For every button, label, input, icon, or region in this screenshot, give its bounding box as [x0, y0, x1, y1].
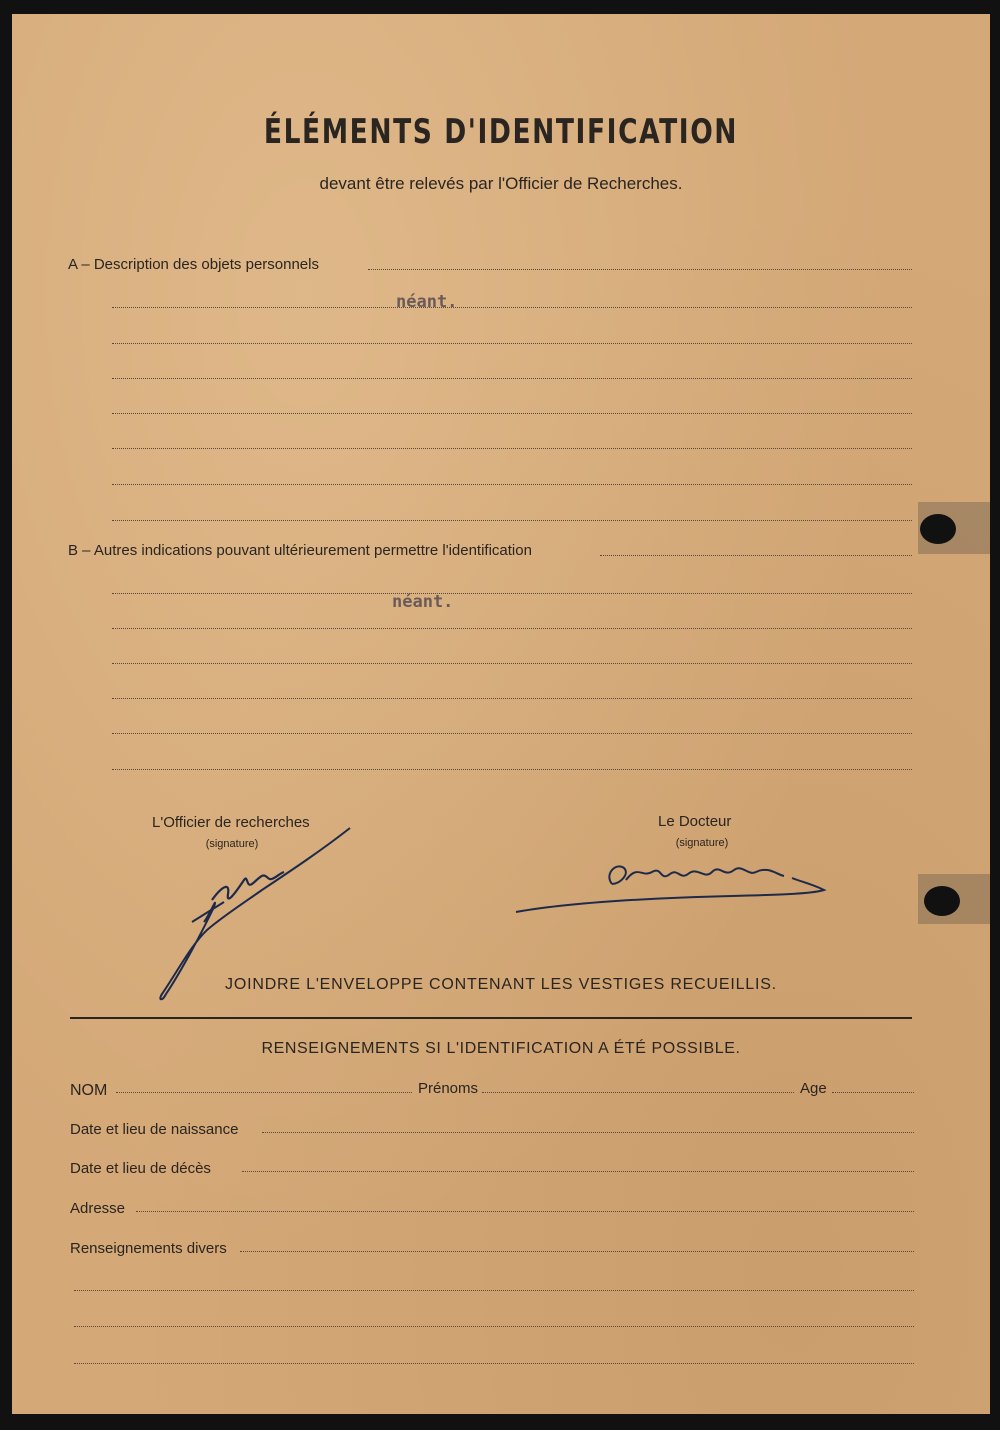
section-a-line [112, 343, 912, 344]
envelope-instruction: JOINDRE L'ENVELOPPE CONTENANT LES VESTIGES RECUEILLIS. [225, 976, 777, 993]
form-title: ÉLÉMENTS D'IDENTIFICATION [263, 112, 739, 152]
identification-heading: RENSEIGNEMENTS SI L'IDENTIFICATION A ÉTÉ POSSIBLE. [261, 1040, 741, 1057]
doctor-signature [512, 854, 832, 919]
prenoms-field[interactable] [482, 1092, 794, 1093]
deces-field[interactable] [242, 1171, 914, 1172]
nom-field[interactable] [116, 1092, 412, 1093]
divers-field[interactable] [240, 1251, 914, 1252]
section-b-line [112, 769, 912, 770]
section-a-line [112, 307, 912, 308]
naissance-label: Date et lieu de naissance [70, 1121, 239, 1138]
adresse-field[interactable] [136, 1211, 914, 1212]
age-label: Age [800, 1080, 827, 1097]
binder-hole-bottom [924, 886, 960, 916]
section-a-line [112, 448, 912, 449]
section-a-line [112, 484, 912, 485]
naissance-field[interactable] [262, 1132, 914, 1133]
divers-line[interactable] [74, 1290, 914, 1291]
section-b-line [112, 733, 912, 734]
adresse-label: Adresse [70, 1200, 126, 1217]
section-b-typed-value: néant. [392, 592, 454, 612]
nom-label: NOM [70, 1082, 108, 1099]
form-subtitle: devant être relevés par l'Officier de Recherches. [319, 174, 683, 193]
doctor-signature-caption: (signature) [675, 837, 729, 849]
divers-line[interactable] [74, 1363, 914, 1364]
section-a-typed-value: néant. [396, 292, 458, 312]
binder-hole-top [920, 514, 956, 544]
section-b-label: B – Autres indications pouvant ultérieurement permettre l'identification [68, 542, 532, 559]
doctor-title: Le Docteur [658, 813, 732, 830]
officer-signature-caption: (signature) [205, 838, 259, 850]
divers-label: Renseignements divers [70, 1240, 227, 1257]
prenoms-label: Prénoms [418, 1080, 479, 1097]
section-b-line [600, 555, 912, 556]
section-b-line [112, 593, 912, 594]
divers-line[interactable] [74, 1326, 914, 1327]
section-a-line [368, 269, 912, 270]
form-page [12, 14, 990, 1414]
section-a-label: A – Description des objets personnels [68, 256, 319, 273]
section-a-line [112, 413, 912, 414]
section-a-line [112, 378, 912, 379]
section-separator [70, 1017, 912, 1019]
section-b-line [112, 663, 912, 664]
section-b-line [112, 628, 912, 629]
deces-label: Date et lieu de décès [70, 1160, 211, 1177]
age-field[interactable] [832, 1092, 914, 1093]
officer-title: L'Officier de recherches [152, 814, 310, 831]
section-b-line [112, 698, 912, 699]
section-a-line [112, 520, 912, 521]
